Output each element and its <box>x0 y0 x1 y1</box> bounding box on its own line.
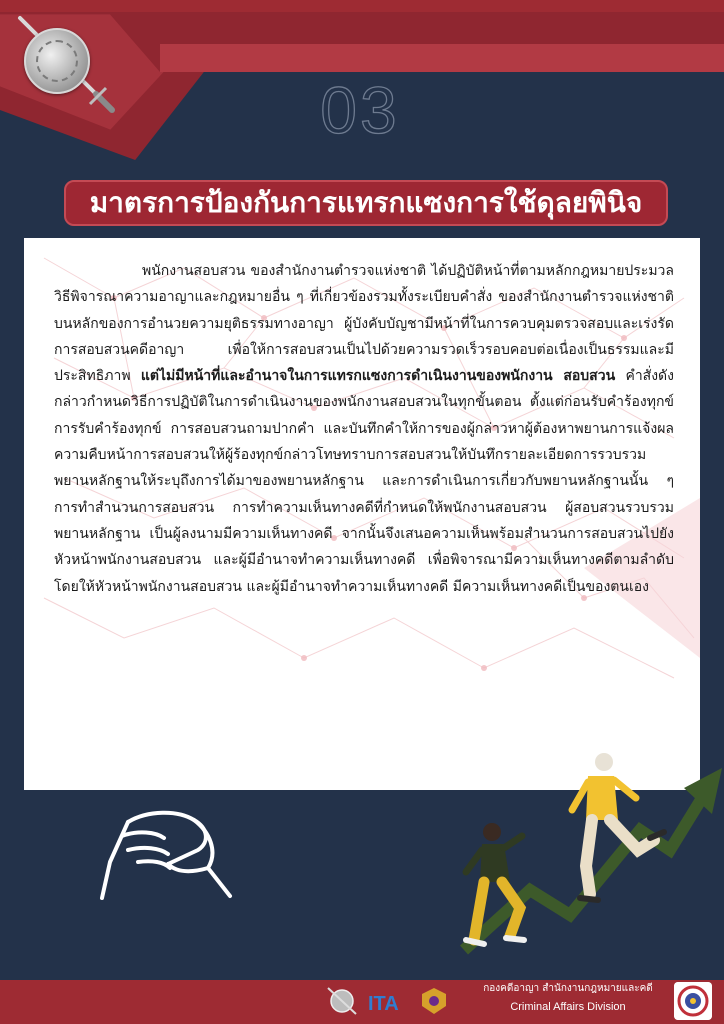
police-seal-icon <box>24 28 90 94</box>
division-badge-icon <box>674 982 712 1020</box>
footer-logos <box>322 984 462 1018</box>
footer-org-english: Criminal Affairs Division <box>510 1001 626 1013</box>
page-title: มาตรการป้องกันการแทรกแซงการใช้ดุลยพินิจ <box>89 186 643 219</box>
ita-logo-text: ITA <box>368 993 399 1015</box>
body-paragraph <box>54 258 674 600</box>
title-banner <box>64 180 668 226</box>
footer-org-thai: กองคดีอาญา สำนักงานกฎหมายและคดี <box>483 983 653 994</box>
police-seal-small-icon <box>328 988 356 1014</box>
growth-arrow-icon <box>440 740 724 985</box>
body-text-part2: คำสั่งดังกล่าวกำหนดวิธีการปฏิบัติในการดำเนินงานของพนักงานสอบสวนในทุกขั้นตอน ตั้งแต่ก่อนรับคำร้องทุกข์ การรับคำร้องทุกข์ การสอบสวนถามปากคำ และบันทึกคำให้การของผู้กล่าวหาผู้ต้องหาพยานการแจ้งผลความคืบหน้าการสอบสวนให้ผู้ร้องทุกข์กล่าวโทษทราบการสอบสวนให้บันทึกรายละเอียดการรวบรวมพยานหลักฐานให้ระบุถึงการได้มาของพยานหลักฐาน และการดำเนินการเกี่ยวกับพยานหลักฐานนั้น ๆ การทำสำนวนการสอบสวน การทำความเห็นทางคดีที่กำหนดให้พนักงานสอบสวน ผู้สอบสวนรวบรวมพยานหลักฐาน เป็นผู้ลงนามมีความเห็นทางคดี จากนั้นจึงเสนอความเห็นพร้อมสำนวนการสอบสวนไปยังหัวหน้าพนักงานสอบสวน และผู้มีอำนาจทำความเห็นทางคดี เพื่อพิจารณามีความเห็นทางคดีตามลำดับ โดยให้หัวหน้าพนักงานสอบสวน และผู้มีอำนาจทำความเห็นทางคดี มีความเห็นทางคดีเป็นของตนเอง <box>54 368 674 595</box>
ita-logo-icon <box>364 990 420 1015</box>
emblem-icon <box>422 988 446 1014</box>
body-text-part1: พนักงานสอบสวน ของสำนักงานตำรวจแห่งชาติ ได้ปฏิบัติหน้าที่ตามหลักกฎหมายประมวลวิธีพิจารณาความอาญาและกฎหมายอื่น ๆ ที่เกี่ยวข้องรวมทั้งระเบียบคำสั่ง ของสำนักงานตำรวจแห่งชาติบนหลักของการอำนวยความยุติธรรมทางอาญา ผู้บังคับบัญชามีหน้าที่ในการควบคุมตรวจสอบและเร่งรัดการสอบสวนคดีอาญา เพื่อให้การสอบสวนเป็นไปด้วยความรวดเร็วรอบคอบต่อเนื่องเป็นธรรมและมีประสิทธิภาพ <box>54 263 674 385</box>
content-card <box>24 238 700 790</box>
section-number: 03 <box>320 73 400 147</box>
body-text-bold: แต่ไม่มีหน้าที่และอำนาจในการแทรกแซงการดำเนินงานของพนักงาน สอบสวน <box>140 368 616 385</box>
top-stripe <box>160 44 724 72</box>
handshake-icon <box>98 802 248 902</box>
climber-right <box>572 753 664 900</box>
